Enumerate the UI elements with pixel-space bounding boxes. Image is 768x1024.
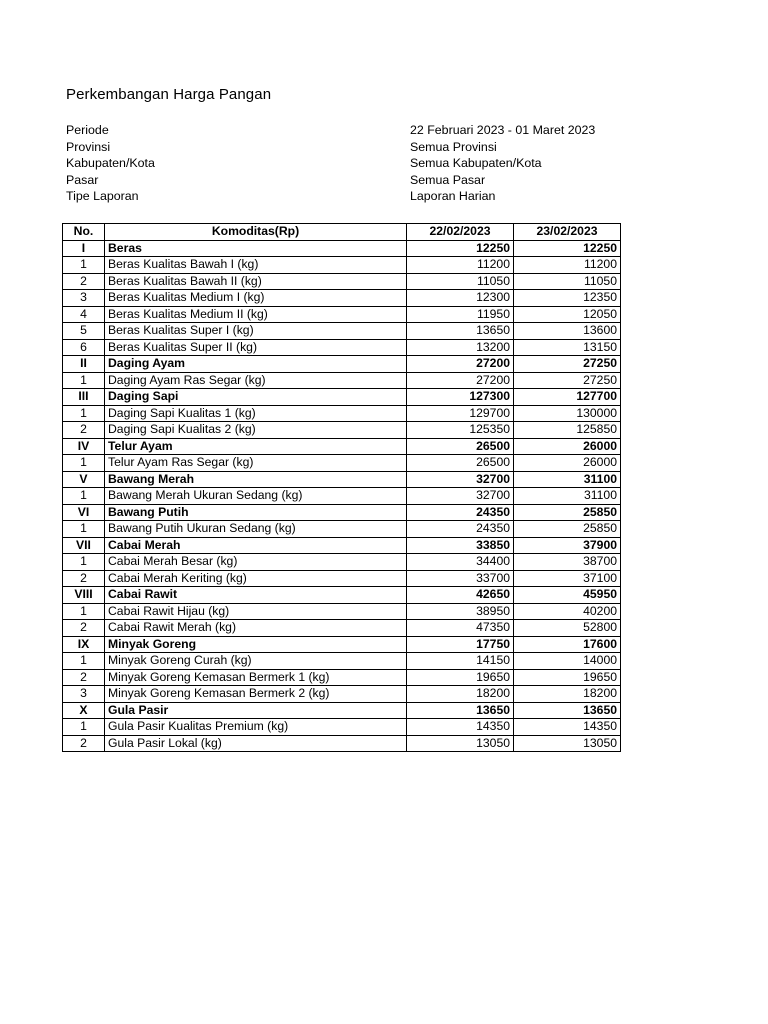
row-commodity: Minyak Goreng Curah (kg) — [105, 653, 407, 670]
row-price-date-1: 47350 — [407, 620, 514, 637]
row-price-date-2: 13050 — [514, 735, 621, 752]
report-meta — [66, 122, 626, 205]
row-commodity: Cabai Rawit Hijau (kg) — [105, 603, 407, 620]
row-price-date-2: 11200 — [514, 257, 621, 274]
row-number: 3 — [63, 686, 105, 703]
row-commodity: Beras Kualitas Medium II (kg) — [105, 306, 407, 323]
row-commodity: Beras — [105, 240, 407, 257]
row-number: 2 — [63, 620, 105, 637]
row-price-date-2: 25850 — [514, 521, 621, 538]
meta-row-provinsi — [66, 139, 626, 156]
row-price-date-2: 25850 — [514, 504, 621, 521]
table-row — [63, 339, 621, 356]
meta-value: Semua Pasar — [410, 172, 486, 187]
row-commodity: Minyak Goreng Kemasan Bermerk 2 (kg) — [105, 686, 407, 703]
table-row — [63, 719, 621, 736]
row-commodity: Cabai Merah Keriting (kg) — [105, 570, 407, 587]
row-commodity: Bawang Merah Ukuran Sedang (kg) — [105, 488, 407, 505]
meta-label: Kabupaten/Kota — [66, 156, 155, 170]
row-number: IX — [63, 636, 105, 653]
row-price-date-2: 27250 — [514, 372, 621, 389]
table-row — [63, 306, 621, 323]
row-price-date-1: 24350 — [407, 521, 514, 538]
row-commodity: Beras Kualitas Bawah II (kg) — [105, 273, 407, 290]
row-commodity: Daging Sapi Kualitas 2 (kg) — [105, 422, 407, 439]
row-price-date-2: 37100 — [514, 570, 621, 587]
row-price-date-1: 13050 — [407, 735, 514, 752]
row-price-date-2: 12050 — [514, 306, 621, 323]
row-commodity: Minyak Goreng — [105, 636, 407, 653]
table-row — [63, 422, 621, 439]
row-number: VII — [63, 537, 105, 554]
table-row — [63, 372, 621, 389]
row-number: 1 — [63, 521, 105, 538]
row-price-date-2: 37900 — [514, 537, 621, 554]
table-row — [63, 570, 621, 587]
row-commodity: Beras Kualitas Bawah I (kg) — [105, 257, 407, 274]
meta-row-kabupaten — [66, 155, 626, 172]
row-price-date-1: 14350 — [407, 719, 514, 736]
row-commodity: Beras Kualitas Super I (kg) — [105, 323, 407, 340]
row-price-date-2: 14350 — [514, 719, 621, 736]
row-number: V — [63, 471, 105, 488]
row-price-date-2: 40200 — [514, 603, 621, 620]
row-price-date-1: 13650 — [407, 323, 514, 340]
row-price-date-2: 45950 — [514, 587, 621, 604]
table-row — [63, 455, 621, 472]
row-price-date-2: 52800 — [514, 620, 621, 637]
row-number: III — [63, 389, 105, 406]
row-number: II — [63, 356, 105, 373]
price-table — [62, 223, 621, 752]
row-number: X — [63, 702, 105, 719]
row-price-date-2: 19650 — [514, 669, 621, 686]
row-commodity: Cabai Merah — [105, 537, 407, 554]
meta-label: Pasar — [66, 172, 99, 187]
page-title: Perkembangan Harga Pangan — [66, 86, 272, 103]
row-price-date-1: 33850 — [407, 537, 514, 554]
row-price-date-2: 27250 — [514, 356, 621, 373]
row-price-date-1: 26500 — [407, 455, 514, 472]
row-price-date-1: 32700 — [407, 488, 514, 505]
table-row — [63, 686, 621, 703]
header-date-1: 22/02/2023 — [407, 224, 514, 241]
table-row-group — [63, 240, 621, 257]
row-price-date-1: 11200 — [407, 257, 514, 274]
table-row — [63, 257, 621, 274]
row-price-date-2: 18200 — [514, 686, 621, 703]
row-price-date-1: 38950 — [407, 603, 514, 620]
table-row-group — [63, 587, 621, 604]
row-price-date-2: 26000 — [514, 438, 621, 455]
row-number: 4 — [63, 306, 105, 323]
meta-label: Tipe Laporan — [66, 189, 139, 203]
row-number: 2 — [63, 570, 105, 587]
row-price-date-2: 12350 — [514, 290, 621, 307]
row-price-date-1: 127300 — [407, 389, 514, 406]
row-number: 2 — [63, 273, 105, 290]
table-row-group — [63, 702, 621, 719]
row-price-date-1: 34400 — [407, 554, 514, 571]
row-commodity: Cabai Merah Besar (kg) — [105, 554, 407, 571]
row-number: 1 — [63, 455, 105, 472]
row-commodity: Beras Kualitas Super II (kg) — [105, 339, 407, 356]
meta-value: Semua Provinsi — [410, 139, 497, 154]
row-commodity: Daging Ayam — [105, 356, 407, 373]
row-price-date-2: 13650 — [514, 702, 621, 719]
row-price-date-2: 12250 — [514, 240, 621, 257]
table-row — [63, 554, 621, 571]
table-row — [63, 273, 621, 290]
row-number: 1 — [63, 554, 105, 571]
row-commodity: Telur Ayam — [105, 438, 407, 455]
row-number: 3 — [63, 290, 105, 307]
row-number: 2 — [63, 669, 105, 686]
row-commodity: Gula Pasir — [105, 702, 407, 719]
table-row-group — [63, 438, 621, 455]
row-price-date-1: 13200 — [407, 339, 514, 356]
header-komoditas: Komoditas(Rp) — [105, 224, 407, 241]
row-price-date-2: 130000 — [514, 405, 621, 422]
row-price-date-2: 13150 — [514, 339, 621, 356]
row-commodity: Cabai Rawit Merah (kg) — [105, 620, 407, 637]
row-price-date-1: 11950 — [407, 306, 514, 323]
row-commodity: Bawang Putih — [105, 504, 407, 521]
row-price-date-1: 33700 — [407, 570, 514, 587]
meta-label: Provinsi — [66, 139, 111, 154]
meta-row-tipe-laporan — [66, 188, 626, 205]
meta-row-periode — [66, 122, 626, 139]
row-price-date-1: 11050 — [407, 273, 514, 290]
row-price-date-2: 14000 — [514, 653, 621, 670]
row-commodity: Telur Ayam Ras Segar (kg) — [105, 455, 407, 472]
row-price-date-1: 42650 — [407, 587, 514, 604]
table-row-group — [63, 356, 621, 373]
row-price-date-1: 12250 — [407, 240, 514, 257]
row-price-date-2: 38700 — [514, 554, 621, 571]
row-number: 1 — [63, 603, 105, 620]
row-price-date-1: 125350 — [407, 422, 514, 439]
row-price-date-2: 125850 — [514, 422, 621, 439]
table-row — [63, 323, 621, 340]
row-number: 1 — [63, 405, 105, 422]
row-commodity: Bawang Merah — [105, 471, 407, 488]
table-row-group — [63, 504, 621, 521]
table-row — [63, 735, 621, 752]
meta-value: 22 Februari 2023 - 01 Maret 2023 — [410, 123, 596, 137]
row-price-date-2: 31100 — [514, 471, 621, 488]
row-price-date-1: 26500 — [407, 438, 514, 455]
row-price-date-1: 13650 — [407, 702, 514, 719]
row-number: VIII — [63, 587, 105, 604]
row-commodity: Daging Sapi Kualitas 1 (kg) — [105, 405, 407, 422]
row-price-date-2: 127700 — [514, 389, 621, 406]
table-row-group — [63, 537, 621, 554]
row-number: 1 — [63, 257, 105, 274]
row-price-date-1: 27200 — [407, 372, 514, 389]
row-price-date-2: 17600 — [514, 636, 621, 653]
row-price-date-1: 17750 — [407, 636, 514, 653]
row-price-date-1: 14150 — [407, 653, 514, 670]
row-commodity: Minyak Goreng Kemasan Bermerk 1 (kg) — [105, 669, 407, 686]
table-row — [63, 603, 621, 620]
row-commodity: Gula Pasir Lokal (kg) — [105, 735, 407, 752]
row-commodity: Gula Pasir Kualitas Premium (kg) — [105, 719, 407, 736]
table-row — [63, 620, 621, 637]
row-price-date-2: 13600 — [514, 323, 621, 340]
row-commodity: Bawang Putih Ukuran Sedang (kg) — [105, 521, 407, 538]
row-price-date-1: 27200 — [407, 356, 514, 373]
row-price-date-2: 26000 — [514, 455, 621, 472]
row-number: IV — [63, 438, 105, 455]
row-number: VI — [63, 504, 105, 521]
row-number: I — [63, 240, 105, 257]
row-price-date-1: 19650 — [407, 669, 514, 686]
row-price-date-1: 18200 — [407, 686, 514, 703]
table-row — [63, 405, 621, 422]
row-price-date-2: 11050 — [514, 273, 621, 290]
row-number: 6 — [63, 339, 105, 356]
row-commodity: Beras Kualitas Medium I (kg) — [105, 290, 407, 307]
table-header-row — [63, 224, 621, 241]
table-row — [63, 653, 621, 670]
row-number: 2 — [63, 735, 105, 752]
row-price-date-1: 129700 — [407, 405, 514, 422]
header-date-2: 23/02/2023 — [514, 224, 621, 241]
row-price-date-1: 12300 — [407, 290, 514, 307]
row-commodity: Daging Sapi — [105, 389, 407, 406]
table-row — [63, 669, 621, 686]
row-number: 1 — [63, 488, 105, 505]
table-row — [63, 521, 621, 538]
row-number: 1 — [63, 719, 105, 736]
table-row-group — [63, 636, 621, 653]
table-row — [63, 488, 621, 505]
header-no: No. — [63, 224, 105, 241]
row-commodity: Daging Ayam Ras Segar (kg) — [105, 372, 407, 389]
row-commodity: Cabai Rawit — [105, 587, 407, 604]
table-row — [63, 290, 621, 307]
row-number: 2 — [63, 422, 105, 439]
table-row-group — [63, 389, 621, 406]
row-number: 1 — [63, 372, 105, 389]
row-price-date-1: 24350 — [407, 504, 514, 521]
table-row-group — [63, 471, 621, 488]
row-price-date-2: 31100 — [514, 488, 621, 505]
row-price-date-1: 32700 — [407, 471, 514, 488]
row-number: 5 — [63, 323, 105, 340]
meta-row-pasar — [66, 172, 626, 189]
meta-value: Semua Kabupaten/Kota — [410, 156, 542, 170]
meta-label: Periode — [66, 123, 109, 137]
table-body — [63, 240, 621, 752]
meta-value: Laporan Harian — [410, 189, 496, 203]
row-number: 1 — [63, 653, 105, 670]
